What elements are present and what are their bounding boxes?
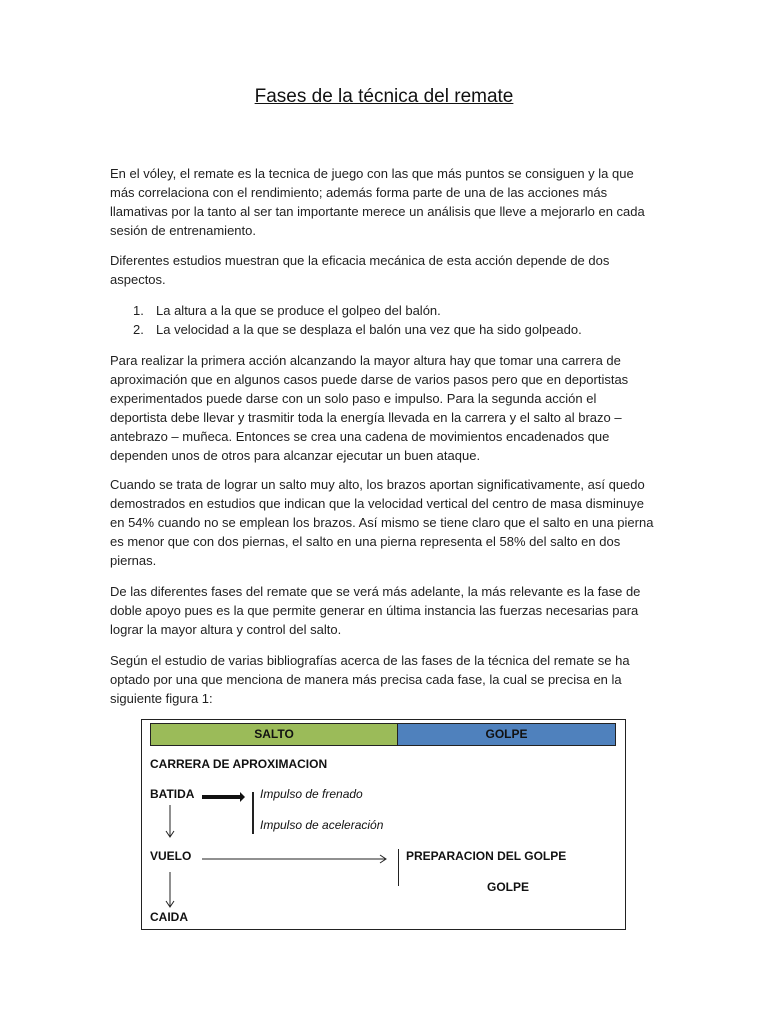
label-caida: CAIDA [150, 910, 188, 924]
paragraph-intro: En el vóley, el remate es la tecnica de juego con las que más puntos se consiguen y la que más correlaciona con el rendimiento; además forma parte de una de las acciones más llamativas por la tanto al ser tan importante merece un análisis que lleve a mejorarlo en cada sesión de entrenamiento. [110, 166, 645, 238]
label-vuelo: VUELO [150, 849, 192, 863]
label-batida: BATIDA [150, 787, 195, 801]
paragraph-estudios: Diferentes estudios muestran que la eficacia mecánica de esta acción depende de dos aspectos. [110, 253, 610, 287]
paragraph-bibliografias: Según el estudio de varias bibliografías acerca de las fases de la técnica del remate se ha optado por una que menciona de manera más precisa cada fase, la cual se precisa en la siguiente figura 1: [110, 653, 630, 706]
paragraph-brazos: Cuando se trata de lograr un salto muy alto, los brazos aportan significativamente, así quedo demostrados en estudios que indican que la velocidad vertical del centro de masa disminuye en 54% cuando no se emplean los brazos. Así mismo se tiene claro que el salto en una pierna es menor que con dos piernas, el salto en una pierna representa el 58% del salto en dos piernas. [110, 477, 654, 568]
page-title: Fases de la técnica del remate [254, 86, 514, 107]
flow-arrows [142, 720, 625, 929]
label-carrera: CARRERA DE APROXIMACION [150, 757, 328, 771]
list-item: 1. La altura a la que se produce el golpeo del balón. [133, 303, 441, 318]
paragraph-primera-accion: Para realizar la primera acción alcanzando la mayor altura hay que tomar una carrera de aproximación que en algunos casos puede darse de varios pasos pero que en deportistas experimentados puede darse con un solo paso e impulso. Para la segunda acción el deportista debe llevar y trasmitir toda la energía llevada en la carrera y el salto al brazo – antebrazo – muñeca. Entonces se crea una cadena de movimientos encadenados que dependen unos de otros para alcanzar ejecutar un buen ataque. [110, 353, 629, 463]
header-salto: SALTO [150, 723, 398, 746]
label-preparacion: PREPARACION DEL GOLPE [406, 849, 567, 863]
phases-figure [141, 719, 626, 930]
label-impulso-frenado: Impulso de frenado [260, 787, 363, 801]
header-golpe: GOLPE [397, 723, 616, 746]
batida-thick-arrowhead [240, 792, 245, 802]
label-impulso-aceleracion: Impulso de aceleración [260, 818, 384, 832]
label-golpe: GOLPE [487, 880, 530, 894]
paragraph-doble-apoyo: De las diferentes fases del remate que se verá más adelante, la más relevante es la fase de doble apoyo pues es la que permite generar en última instancia las fuerzas necesarias para lograr la mayor altura y control del salto. [110, 584, 641, 637]
list-item: 2. La velocidad a la que se desplaza el balón una vez que ha sido golpeado. [133, 322, 582, 337]
